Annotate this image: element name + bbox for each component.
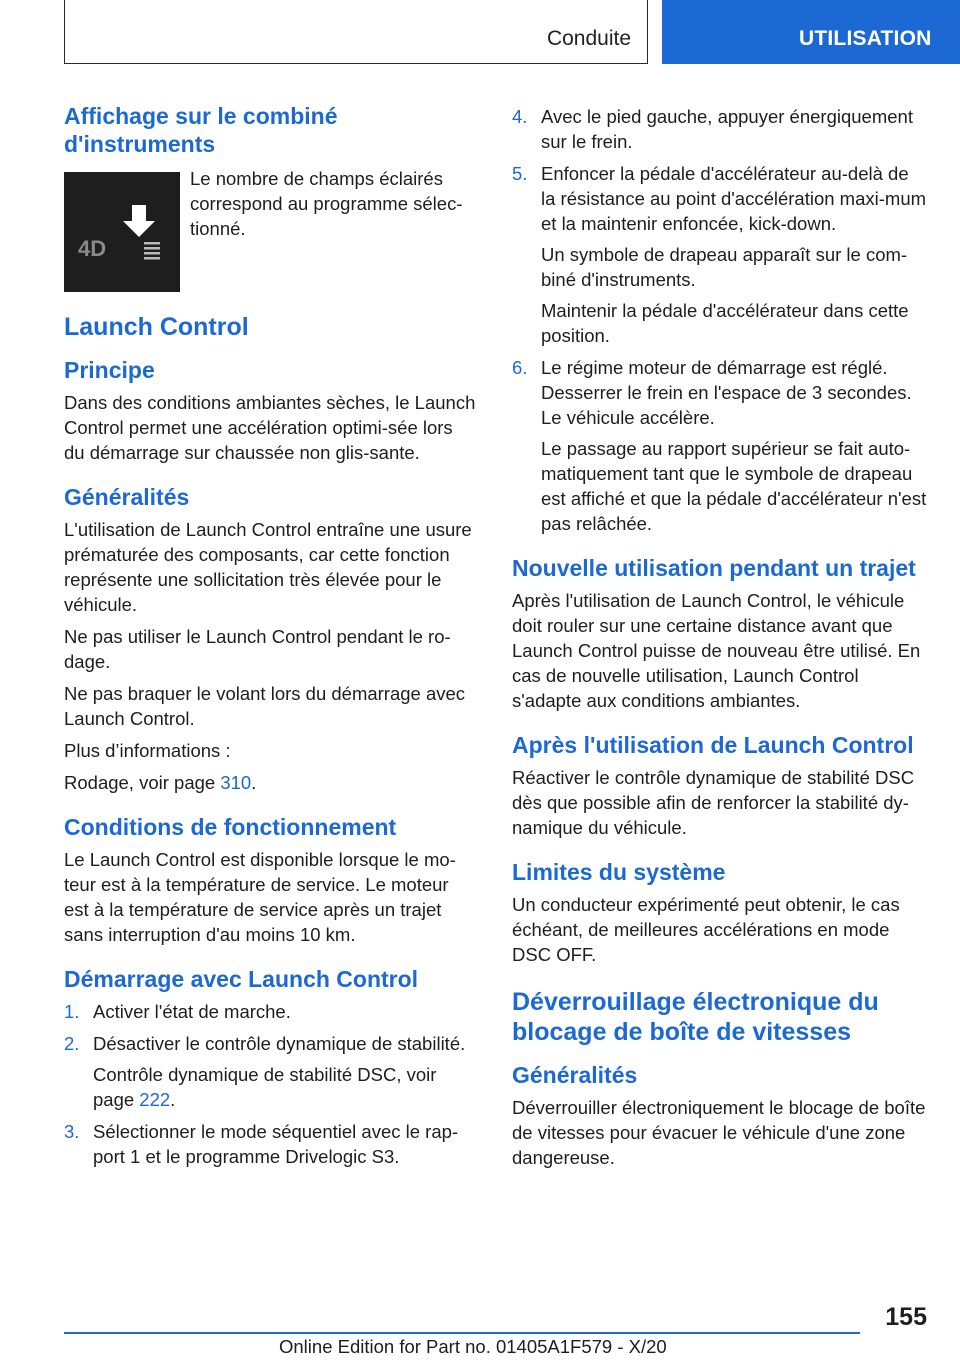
header-chapter-title: UTILISATION: [799, 27, 932, 50]
step-text: Sélectionner le mode séquentiel avec le rap‐port 1 et le programme Drivelogic S3.: [93, 1121, 459, 1167]
page-link-310[interactable]: 310: [220, 772, 252, 793]
heading-generalites: Généralités: [64, 484, 190, 510]
generalites-text-3: Ne pas braquer le volant lors du démarrage avec Launch Control.: [64, 683, 466, 729]
step-text: Avec le pied gauche, appuyer énergiquement sur le frein.: [541, 106, 913, 152]
step-text: Le régime moteur de démarrage est réglé. Desserrer le frein en l'espace de 3 secondes. Le véhicule accélère.: [541, 357, 912, 428]
steps-list-right: [512, 104, 928, 536]
list-item: [64, 999, 478, 1024]
header-section-title: Conduite: [546, 27, 631, 50]
generalites-2-text: Déverrouiller électroniquement le blocage de boîte de vitesses pour évacuer le véhicule d'une zone dangereuse.: [512, 1097, 926, 1168]
steps-list-left: [64, 999, 478, 1169]
conditions-text: Le Launch Control est disponible lorsque le mo‐teur est à la température de service. Le moteur est à la température de service après un trajet sans interruption d'au moins 10 km.: [64, 849, 456, 945]
header-section-box: [64, 0, 648, 64]
display-row: [64, 164, 478, 292]
heading-generalites-2: Généralités: [512, 1062, 638, 1088]
nouvelle-utilisation-text: Après l'utilisation de Launch Control, le véhicule doit rouler sur une certaine distance avant que Launch Control puisse de nouveau être utilisé. En cas de nouvelle utilisation, Launch Control s'adapte aux conditions ambiantes.: [512, 590, 921, 711]
step-text: Activer l'état de marche.: [93, 1001, 291, 1022]
list-item: [512, 355, 928, 536]
heading-conditions: Conditions de fonctionnement: [64, 814, 397, 840]
list-item: [64, 1031, 478, 1112]
generalites-text-4: Plus d’informations :: [64, 740, 231, 761]
header-chapter-tab: [662, 0, 960, 64]
generalites-text-5: Rodage, voir page 310.: [64, 772, 257, 793]
step-text: Enfoncer la pédale d'accélérateur au-delà de la résistance au point d'accélération maxi‐mum et la maintenir enfoncée, kick-down.: [541, 163, 927, 234]
heading-deverrouillage: Déverrouillage électronique du blocage de boîte de vitesses: [512, 988, 879, 1046]
step-number: 3.: [64, 1121, 80, 1142]
step-number: 5.: [512, 163, 528, 184]
page-number: 155: [885, 1303, 927, 1331]
drive-mode-display-icon: [64, 172, 180, 292]
principe-text: Dans des conditions ambiantes sèches, le Launch Control permet une accélération optimi‐sée lors du démarrage sur chaussée non glis‐sante.: [64, 392, 476, 463]
right-column: [512, 100, 928, 1177]
heading-principe: Principe: [64, 357, 155, 383]
left-column: [64, 100, 478, 1176]
step-subtext: Maintenir la pédale d'accélérateur dans cette position.: [541, 300, 909, 346]
step-subtext: Le passage au rapport supérieur se fait auto‐matiquement tant que le symbole de drapeau est affiché et que la pédale d'accélérateur n'est pas relâchée.: [541, 438, 927, 534]
step-number: 2.: [64, 1033, 80, 1054]
list-item: [64, 1119, 478, 1169]
limites-text: Un conducteur expérimenté peut obtenir, le cas échéant, de meilleures accélérations en mode DSC OFF.: [512, 894, 900, 965]
step-number: 4.: [512, 106, 528, 127]
heading-demarrage: Démarrage avec Launch Control: [64, 966, 419, 992]
display-icon-label: 4D: [78, 236, 107, 261]
heading-limites: Limites du système: [512, 859, 726, 885]
list-item: [512, 161, 928, 348]
apres-utilisation-text: Réactiver le contrôle dynamique de stabilité DSC dès que possible afin de renforcer la stabilité dy‐namique du véhicule.: [512, 767, 915, 838]
list-item: [512, 104, 928, 154]
heading-nouvelle-utilisation: Nouvelle utilisation pendant un trajet: [512, 555, 916, 581]
step-subtext: Contrôle dynamique de stabilité DSC, voir page 222.: [93, 1064, 437, 1110]
heading-display: Affichage sur le combiné d'instruments: [64, 103, 338, 157]
heading-launch-control: Launch Control: [64, 313, 249, 341]
page-link-222[interactable]: 222: [139, 1089, 171, 1110]
generalites-text-2: Ne pas utiliser le Launch Control pendant le ro‐dage.: [64, 626, 451, 672]
heading-apres-utilisation: Après l'utilisation de Launch Control: [512, 732, 914, 758]
step-number: 1.: [64, 1001, 80, 1022]
generalites-text-1: L'utilisation de Launch Control entraîne une usure prématurée des composants, car cette fonction représente une sollicitation très élevée pour le véhicule.: [64, 519, 472, 615]
display-description: Le nombre de champs éclairés correspond au programme sélec‐tionné.: [190, 168, 463, 239]
step-subtext: Un symbole de drapeau apparaît sur le com‐biné d'instruments.: [541, 244, 908, 290]
footer-edition: Online Edition for Part no. 01405A1F579 - X/20: [279, 1336, 667, 1357]
step-number: 6.: [512, 357, 528, 378]
step-text: Désactiver le contrôle dynamique de stabilité.: [93, 1033, 466, 1054]
footer-divider: [64, 1332, 860, 1334]
